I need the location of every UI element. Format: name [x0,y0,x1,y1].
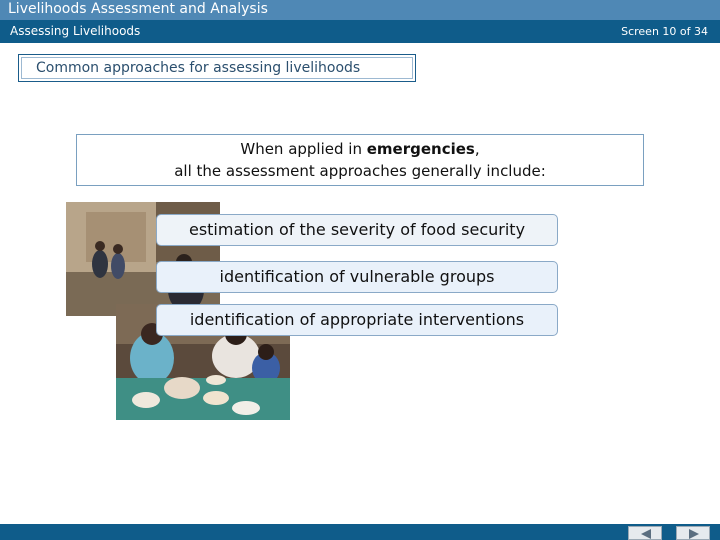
course-title: Livelihoods Assessment and Analysis [8,1,268,17]
intro-prefix: When applied in [240,140,367,158]
triangle-left-icon [639,528,653,540]
next-screen-button[interactable] [676,526,710,540]
triangle-right-icon [687,528,701,540]
intro-emphasis: emergencies [366,140,475,158]
approach-item-interventions: identification of appropriate interventions [156,304,558,336]
course-title-bar [0,0,720,20]
module-title: Assessing Livelihoods [10,24,141,38]
section-title: Common approaches for assessing livelihoods [21,57,413,79]
intro-suffix: , [474,140,480,158]
module-bar [0,20,720,43]
footer-bar [0,524,720,540]
approach-item-severity: estimation of the severity of food security [156,214,558,246]
section-title-box [18,54,416,82]
previous-screen-button[interactable] [628,526,662,540]
intro-line-1 [77,138,643,160]
intro-text-box [76,134,644,186]
approach-item-vulnerable-groups: identification of vulnerable groups [156,261,558,293]
intro-line-2: all the assessment approaches generally include: [174,162,546,180]
screen-counter: Screen 10 of 34 [621,25,708,38]
